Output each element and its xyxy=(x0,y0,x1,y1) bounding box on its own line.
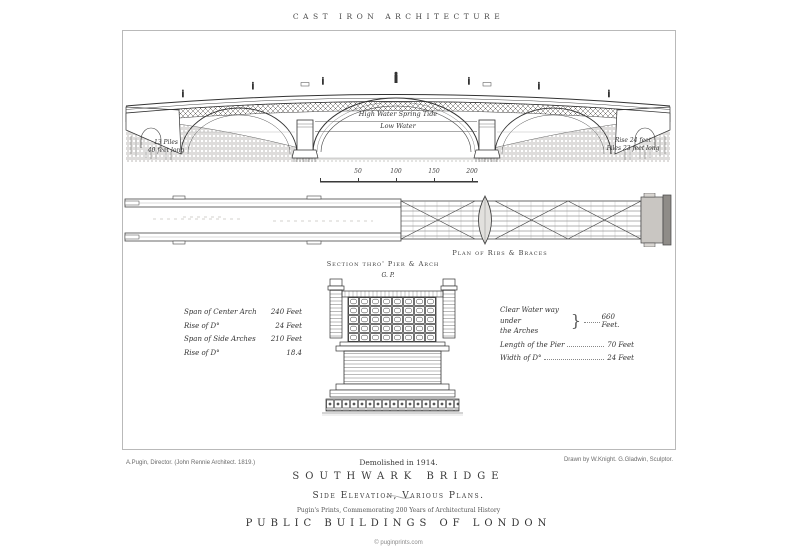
demolished-note: Demolished in 1914. xyxy=(359,458,438,467)
scale-tick-label: 50 xyxy=(354,168,362,175)
dimension-row xyxy=(500,354,634,362)
series-header-title: CAST IRON ARCHITECTURE xyxy=(292,12,505,21)
credit-left: A.Pugin, Director. (John Rennie Architect. 1819.) xyxy=(126,460,256,466)
copyright: © puginprints.com xyxy=(374,540,423,546)
dimensions-table-left xyxy=(184,308,302,362)
left-piles-label: 13 Piles 40 feet long xyxy=(147,139,185,154)
flourish-ornament xyxy=(0,484,797,489)
series-note: Pugin's Prints, Commemorating 200 Years of Architectural History xyxy=(296,507,501,514)
section-sublabel: G. P. xyxy=(381,272,395,279)
dimension-row xyxy=(184,322,302,330)
dimensions-table-right xyxy=(500,305,634,368)
brace-glyph: } xyxy=(570,311,582,331)
dim-label: Rise of D° xyxy=(184,321,220,330)
low-water-label: Low Water xyxy=(380,122,416,130)
dim-value: 18.4 xyxy=(286,348,302,357)
dim-value: 24 Feet xyxy=(607,354,634,362)
elevation-drawing xyxy=(123,66,673,162)
dim-label: Rise of D° xyxy=(184,348,220,357)
dimension-row xyxy=(184,335,302,343)
plan-engraving xyxy=(123,193,673,247)
series-title: PUBLIC BUILDINGS OF LONDON xyxy=(245,518,552,529)
plate-subtitle: Side Elevation, Various Plans. xyxy=(312,491,485,501)
dim-value: 660 Feet. xyxy=(601,312,620,329)
plan-drawing xyxy=(123,193,673,247)
scale-tick-label: 200 xyxy=(466,168,478,175)
dimension-row xyxy=(500,341,634,349)
dim-label: the Arches xyxy=(500,327,539,335)
scale-tick-label: 150 xyxy=(428,168,440,175)
right-piles-label: Rise 24 feet Piles 23 feet long xyxy=(606,137,660,152)
plan-label: Plan of Ribs & Braces xyxy=(452,249,548,257)
dim-value: 24 Feet xyxy=(275,321,302,330)
dim-value: 70 Feet xyxy=(607,340,634,349)
dim-label: Clear Water way under xyxy=(500,306,559,325)
section-label: Section thro' Pier & Arch xyxy=(326,260,440,268)
credit-right: Drawn by W.Knight. G.Gladwin, Sculptor. xyxy=(563,457,673,463)
dim-label: Width of D° xyxy=(500,354,542,362)
scale-bar xyxy=(320,170,478,183)
scale-tick-label: 100 xyxy=(390,168,402,175)
dim-label: Span of Side Arches xyxy=(184,335,256,343)
pier-engraving xyxy=(320,277,465,417)
dimension-group xyxy=(500,305,634,337)
high-water-label: High Water Spring Tide xyxy=(358,110,438,118)
dim-label: Span of Center Arch xyxy=(184,308,257,316)
dim-label: Length of the Pier xyxy=(500,340,565,349)
dim-value: 210 Feet xyxy=(270,335,302,343)
plate-title: SOUTHWARK BRIDGE xyxy=(292,471,505,482)
dimension-row xyxy=(184,308,302,316)
dimension-row xyxy=(184,349,302,357)
dim-value: 240 Feet xyxy=(270,308,302,316)
pier-section-drawing xyxy=(320,277,465,417)
